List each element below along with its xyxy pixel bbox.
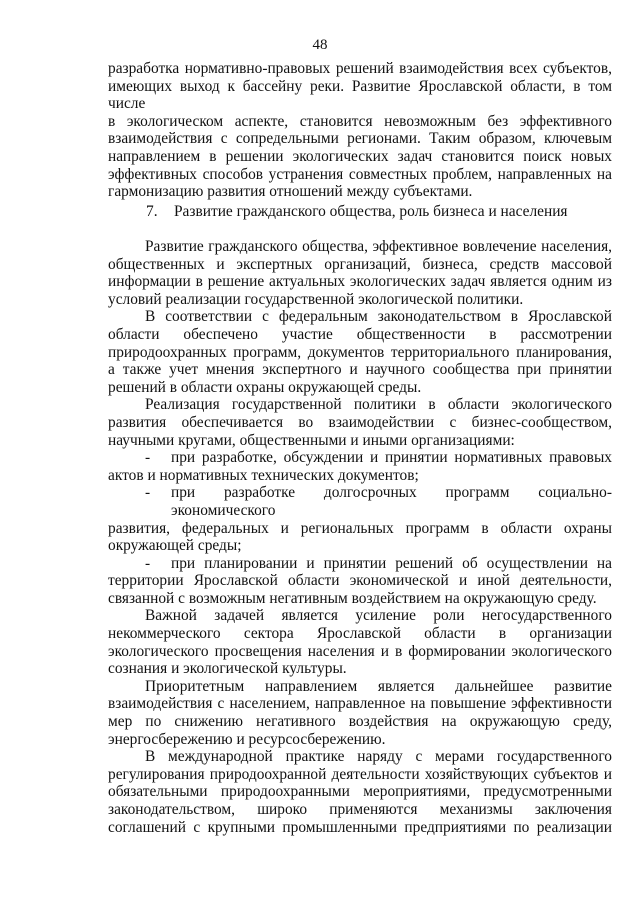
text-line: Развитие гражданского общества, эффективное вовлечение населения, bbox=[145, 238, 612, 255]
text-line: актов и нормативных технических документов; bbox=[108, 466, 419, 484]
text-line: направлением в решении экологических задач становится поиск новых bbox=[108, 147, 612, 165]
paragraph-3 bbox=[108, 396, 612, 449]
text-line: при планировании и принятии решений об осуществлении на bbox=[171, 554, 612, 572]
paragraph-4 bbox=[108, 607, 612, 677]
text-line: гармонизацию развития отношений между субъектами. bbox=[108, 183, 473, 201]
text-line: обязательными природоохранными мероприятиями, предусмотренными bbox=[108, 783, 612, 801]
section-number: 7. bbox=[146, 203, 158, 220]
text-line: развития, федеральных и региональных программ в области охраны bbox=[108, 519, 612, 537]
text-line: Приоритетным направлением является дальнейшее развитие bbox=[145, 677, 612, 695]
text-line: условий реализации государственной экологической политики. bbox=[108, 290, 524, 308]
text-line: эффективных способов устранения совместных проблем, направленных на bbox=[108, 165, 612, 183]
text-line: информации в решение актуальных экологических задач является одним из bbox=[108, 273, 612, 291]
bullet-dash: - bbox=[145, 484, 151, 502]
text-line: природоохранных программ, документов территориального планирования, bbox=[108, 343, 612, 361]
text-line: а также учет мнения экспертного и научного сообщества при принятии bbox=[108, 361, 612, 379]
bullet-item bbox=[108, 449, 612, 484]
text-line: научными кругами, общественными и иными организациями: bbox=[108, 431, 515, 449]
text-line: территории Ярославской области экономической и иной деятельности, bbox=[108, 572, 612, 590]
text-line: экологического просвещения населения и в формировании экологического bbox=[108, 642, 612, 660]
paragraph-5 bbox=[108, 678, 612, 748]
text-line: В международной практике наряду с мерами государственного bbox=[145, 748, 612, 766]
continuation-paragraph bbox=[108, 60, 612, 201]
bullet-item bbox=[108, 484, 612, 554]
text-line: общественных и экспертных организаций, бизнеса, средств массовой bbox=[108, 255, 612, 273]
text-line: взаимодействия с сопредельными регионами. Таким образом, ключевым bbox=[108, 130, 612, 148]
page-number: 48 bbox=[312, 37, 328, 53]
bullet-dash: - bbox=[145, 554, 151, 572]
paragraph-6 bbox=[108, 748, 612, 836]
text-line: взаимодействия с населением, направленное на повышение эффективности bbox=[108, 695, 612, 713]
paragraph-2 bbox=[108, 308, 612, 396]
text-line: связанной с возможным негативным воздействием на окружающую среду. bbox=[108, 589, 597, 607]
text-line: регулирования природоохранной деятельности хозяйствующих субъектов и bbox=[108, 765, 612, 783]
text-line: окружающей среды; bbox=[108, 537, 242, 555]
text-line: законодательством, широко применяются механизмы заключения bbox=[108, 801, 612, 818]
text-line: имеющих выход к бассейну реки. Развитие Ярославской области, в том числе bbox=[108, 77, 612, 113]
text-line: В соответствии с федеральным законодательством в Ярославской bbox=[145, 308, 612, 326]
section-body bbox=[108, 238, 612, 836]
text-line: Важной задачей является усиление роли негосударственного bbox=[145, 607, 612, 625]
paragraph-1 bbox=[108, 238, 612, 308]
bullet-item bbox=[108, 555, 612, 608]
text-line: мер по снижению негативного воздействия на окружающую среду, bbox=[108, 713, 612, 731]
text-line: соглашений с крупными промышленными предприятиями по реализации bbox=[108, 818, 612, 836]
section-heading bbox=[146, 203, 568, 221]
section-title: Развитие гражданского общества, роль бизнеса и населения bbox=[174, 203, 568, 220]
text-line: некоммерческого сектора Ярославской области в организации bbox=[108, 625, 612, 643]
text-line: при разработке долгосрочных программ социально-экономического bbox=[171, 484, 612, 519]
text-line: разработка нормативно-правовых решений взаимодействия всех субъектов, bbox=[108, 60, 612, 77]
bullet-dash: - bbox=[145, 449, 151, 467]
text-line: сознания и экологической культуры. bbox=[108, 660, 347, 678]
text-line: энергосбережению и ресурсосбережению. bbox=[108, 730, 386, 748]
text-line: в экологическом аспекте, становится невозможным без эффективного bbox=[108, 112, 612, 130]
text-line: развития обеспечивается во взаимодействии с бизнес-сообществом, bbox=[108, 413, 612, 431]
text-line: Реализация государственной политики в области экологического bbox=[145, 396, 612, 414]
text-line: области обеспечено участие общественности в рассмотрении bbox=[108, 325, 612, 343]
text-line: решений в области охраны окружающей среды. bbox=[108, 378, 422, 396]
text-line: при разработке, обсуждении и принятии нормативных правовых bbox=[171, 449, 612, 467]
